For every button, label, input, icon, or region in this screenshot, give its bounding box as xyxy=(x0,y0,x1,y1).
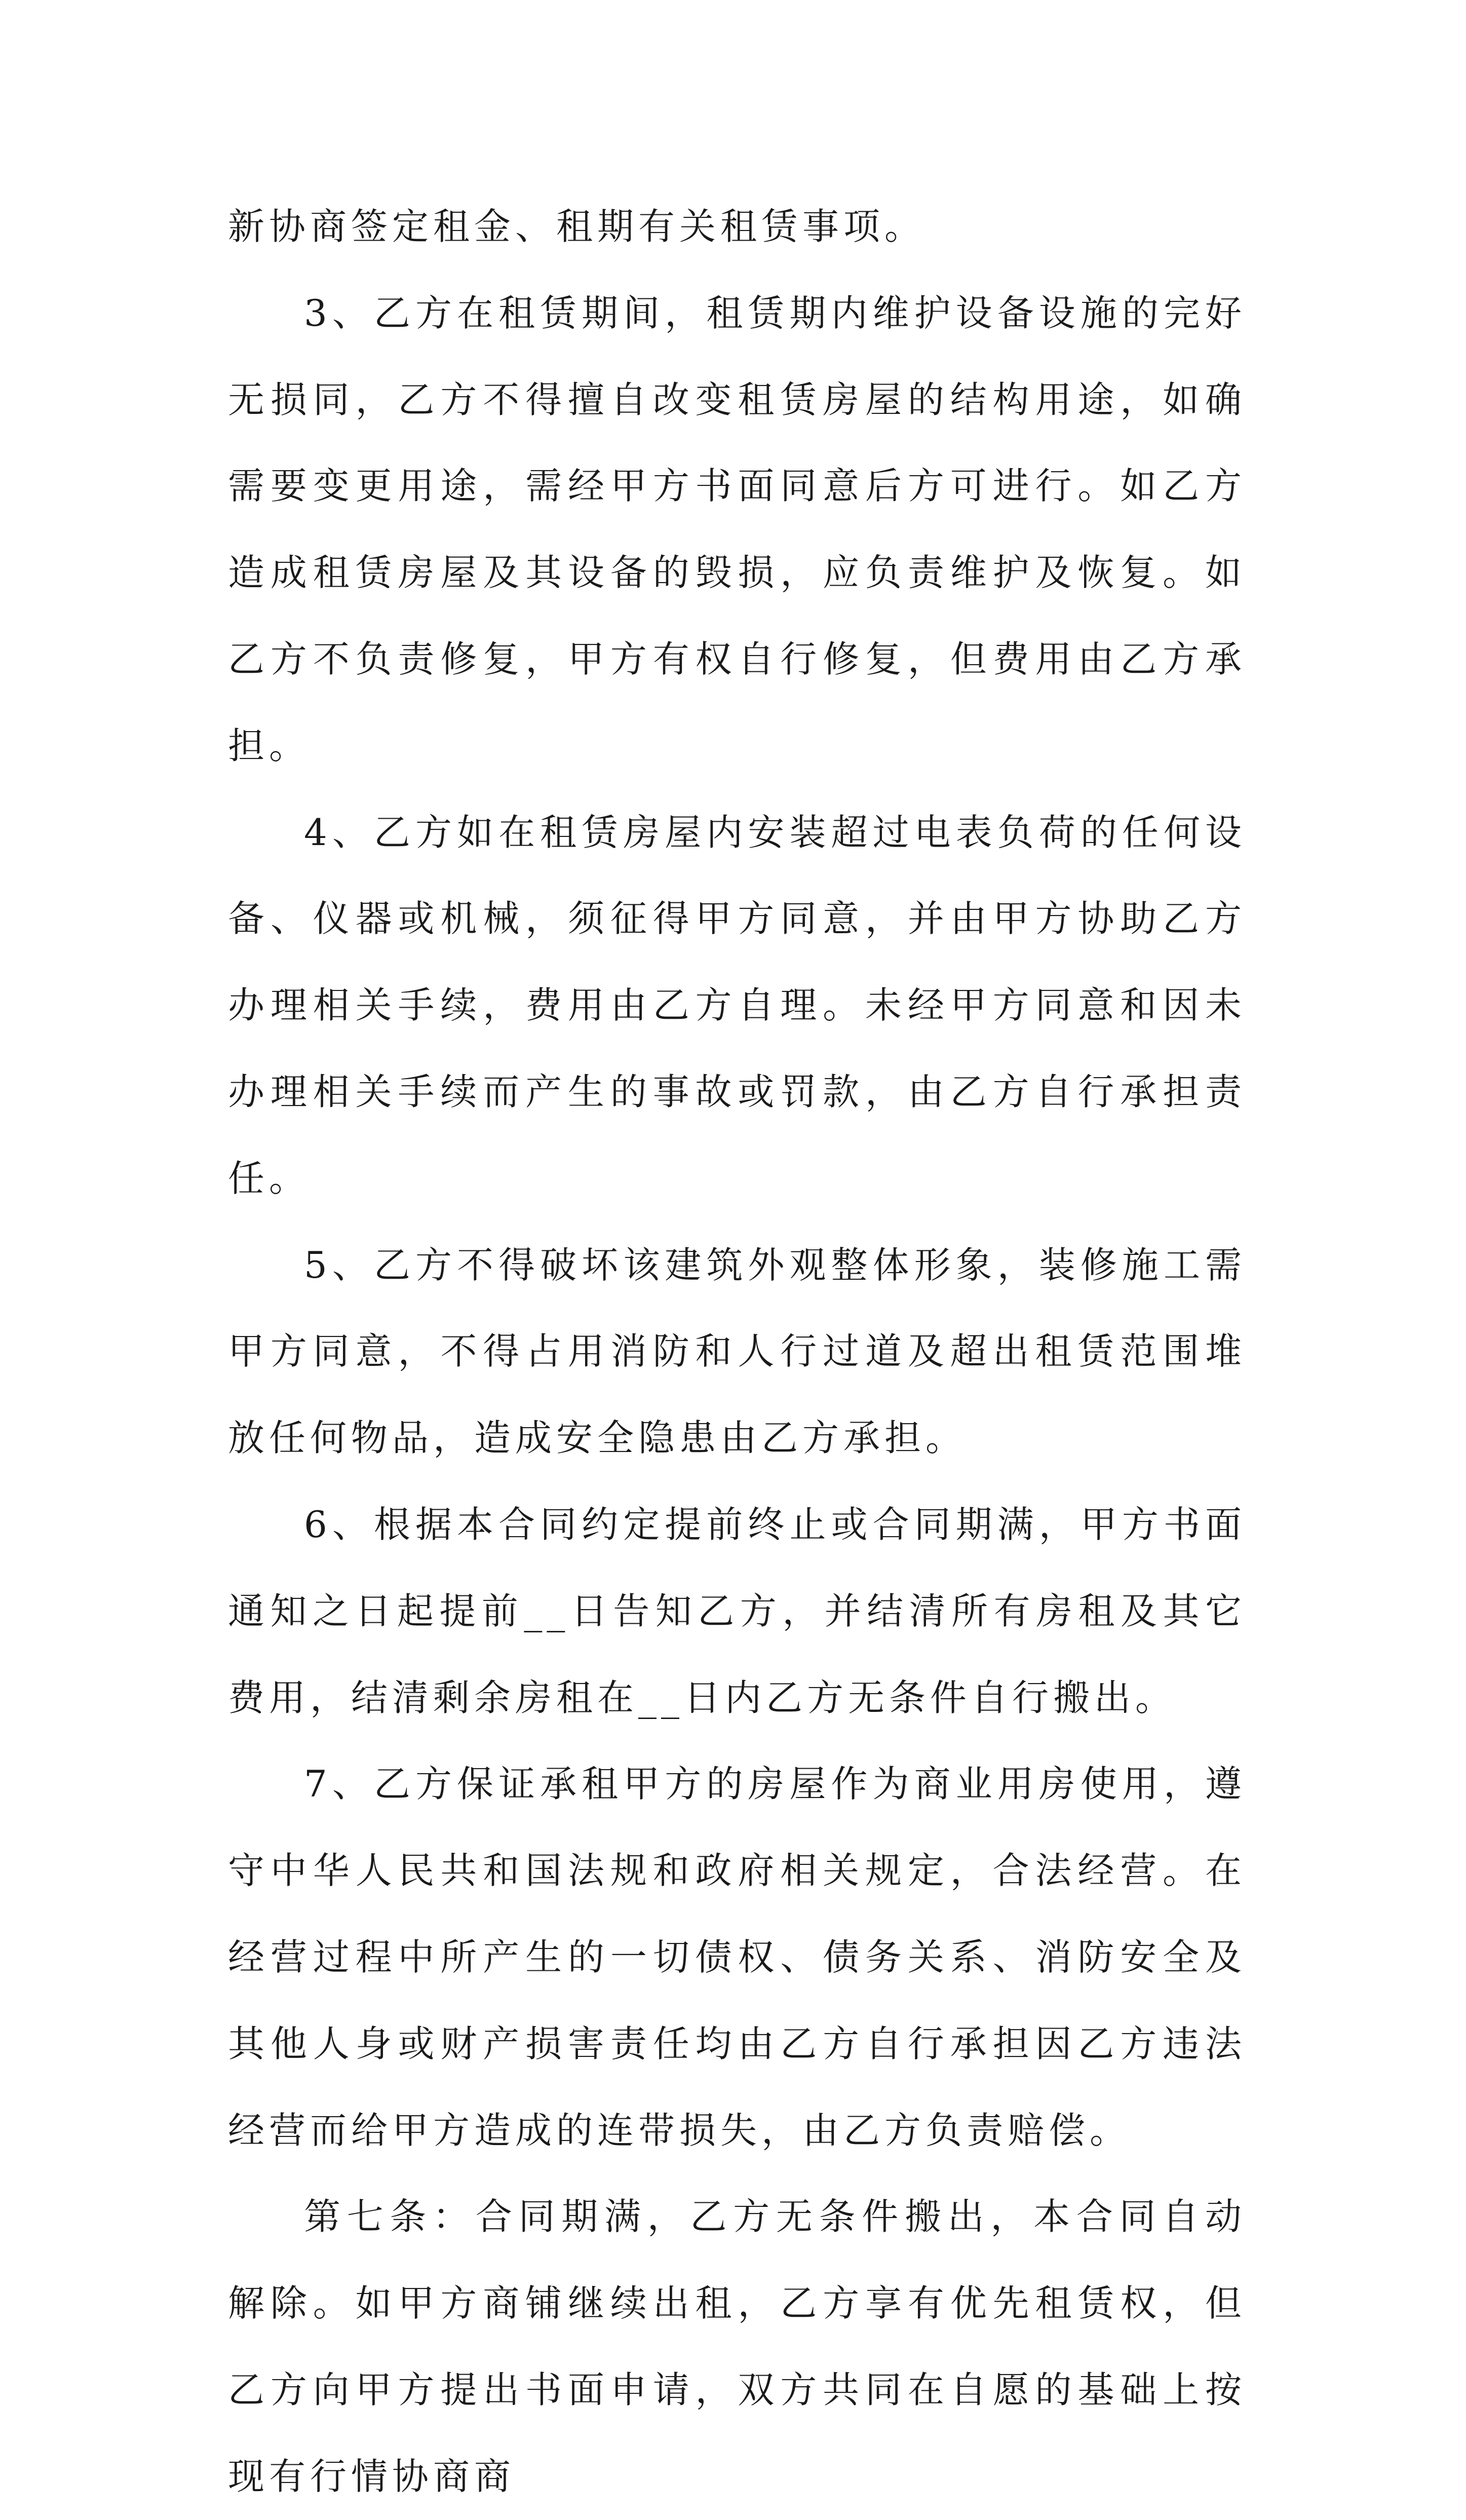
paragraph-item-6: 6、根据本合同约定提前终止或合同期满，甲方书面通知之日起提前__日告知乙方，并结清所有房租及其它费用，结清剩余房租在__日内乙方无条件自行搬出。 xyxy=(228,1503,1246,1719)
paragraph-item-4: 4、乙方如在租赁房屋内安装超过电表负荷的任何设备、仪器或机械，须征得甲方同意，并由甲方协助乙方办理相关手续，费用由乙方自理。未经甲方同意和因未办理相关手续而产生的事故或罚款，由乙方自行承担责任。 xyxy=(228,811,1246,1200)
paragraph-continuation: 新协商签定租金、租期有关租赁事项。 xyxy=(228,205,926,248)
paragraph-item-7: 7、乙方保证承租甲方的房屋作为商业用房使用，遵守中华人民共和国法规和政府相关规定，合法经营。在经营过程中所产生的一切债权、债务关系、消防安全及其他人身或财产损害责任均由乙方自行承担因乙方违法经营而给甲方造成的连带损失，由乙方负责赔偿。 xyxy=(228,1763,1246,2152)
paragraph-item-5: 5、乙方不得破坏该建筑外观整体形象，装修施工需甲方同意，不得占用消防和人行过道及超出租赁范围堆放任何物品，造成安全隐患由乙方承担。 xyxy=(228,1243,1246,1460)
paragraph-item-3: 3、乙方在租赁期间，租赁期内维护设备设施的完好无损同，乙方不得擅自改变租赁房屋的结构用途，如确需要变更用途，需经甲方书面同意后方可进行。如乙方造成租赁房屋及其设备的毁损，应负责维护及恢复。如乙方不负责修复，甲方有权自行修复，但费用由乙方承担。 xyxy=(228,291,1246,767)
document-body xyxy=(228,183,1246,2520)
paragraph-article-7: 第七条：合同期满，乙方无条件搬出，本合同自动解除。如甲方商铺继续出租，乙方享有优先租赁权，但乙方向甲方提出书面申请，双方共同在自愿的基础上按现有行情协商商 xyxy=(228,2195,1246,2498)
